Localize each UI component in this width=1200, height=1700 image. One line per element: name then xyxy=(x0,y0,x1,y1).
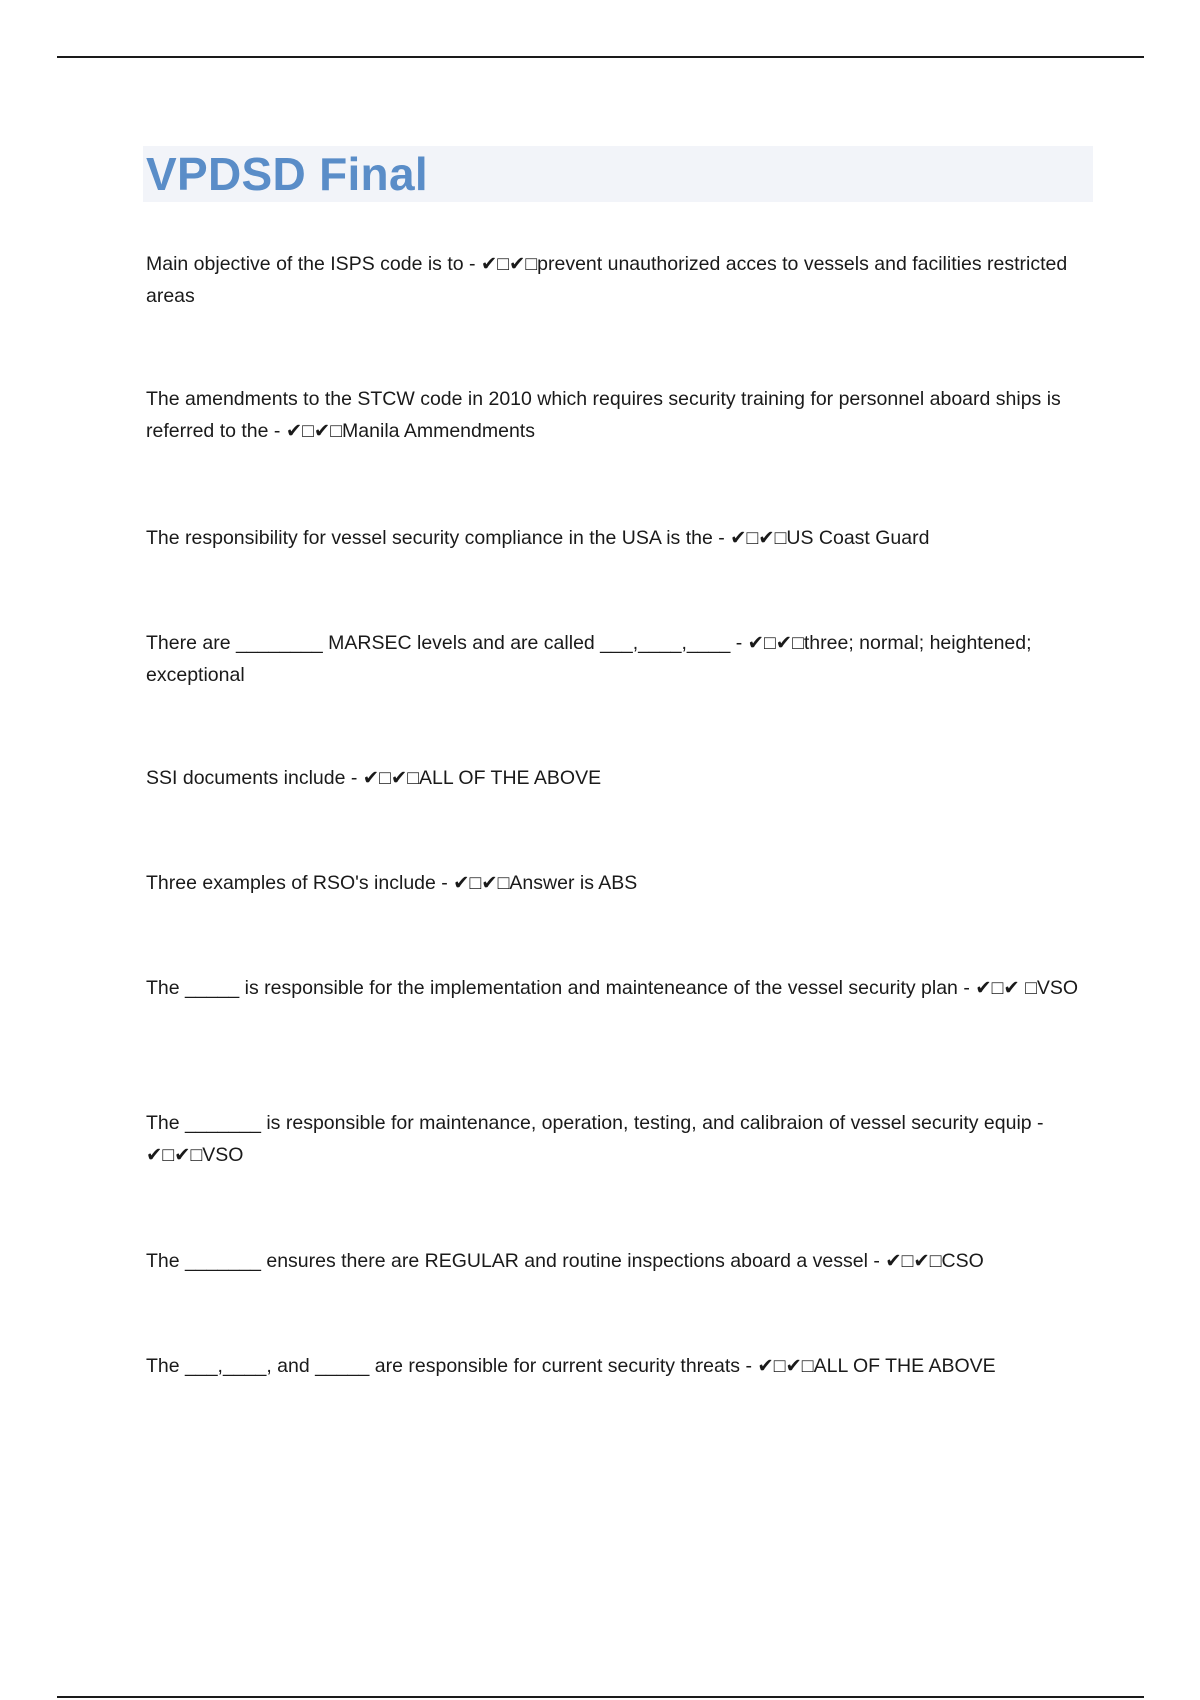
document-title: VPDSD Final xyxy=(146,148,428,200)
qa-item-10: The ___,____, and _____ are responsible for current security threats - ✔□✔□ALL OF THE ABOVE xyxy=(146,1355,996,1377)
qa-item-2: The amendments to the STCW code in 2010 which requires security training for personnel aboard ships is referred to the - ✔□✔□Manila Ammendments xyxy=(146,388,1061,442)
bottom-rule xyxy=(57,1696,1144,1698)
qa-item-6: Three examples of RSO's include - ✔□✔□Answer is ABS xyxy=(146,872,638,894)
qa-item-8: The _______ is responsible for maintenance, operation, testing, and calibraion of vessel security equip - ✔□✔□VSO xyxy=(146,1112,1044,1166)
qa-item-9: The _______ ensures there are REGULAR and routine inspections aboard a vessel - ✔□✔□CSO xyxy=(146,1250,984,1272)
qa-item-7: The _____ is responsible for the implementation and mainteneance of the vessel security plan - ✔□✔ □VSO xyxy=(146,977,1079,999)
top-rule xyxy=(57,56,1144,58)
title-banner xyxy=(143,146,1093,202)
qa-item-4: There are ________ MARSEC levels and are called ___,____,____ - ✔□✔□three; normal; heightened; exceptional xyxy=(146,632,1032,686)
qa-item-3: The responsibility for vessel security compliance in the USA is the - ✔□✔□US Coast Guard xyxy=(146,527,930,549)
qa-item-1: Main objective of the ISPS code is to - ✔□✔□prevent unauthorized acces to vessels and facilities restricted areas xyxy=(146,253,1068,307)
qa-item-5: SSI documents include - ✔□✔□ALL OF THE ABOVE xyxy=(146,767,602,789)
